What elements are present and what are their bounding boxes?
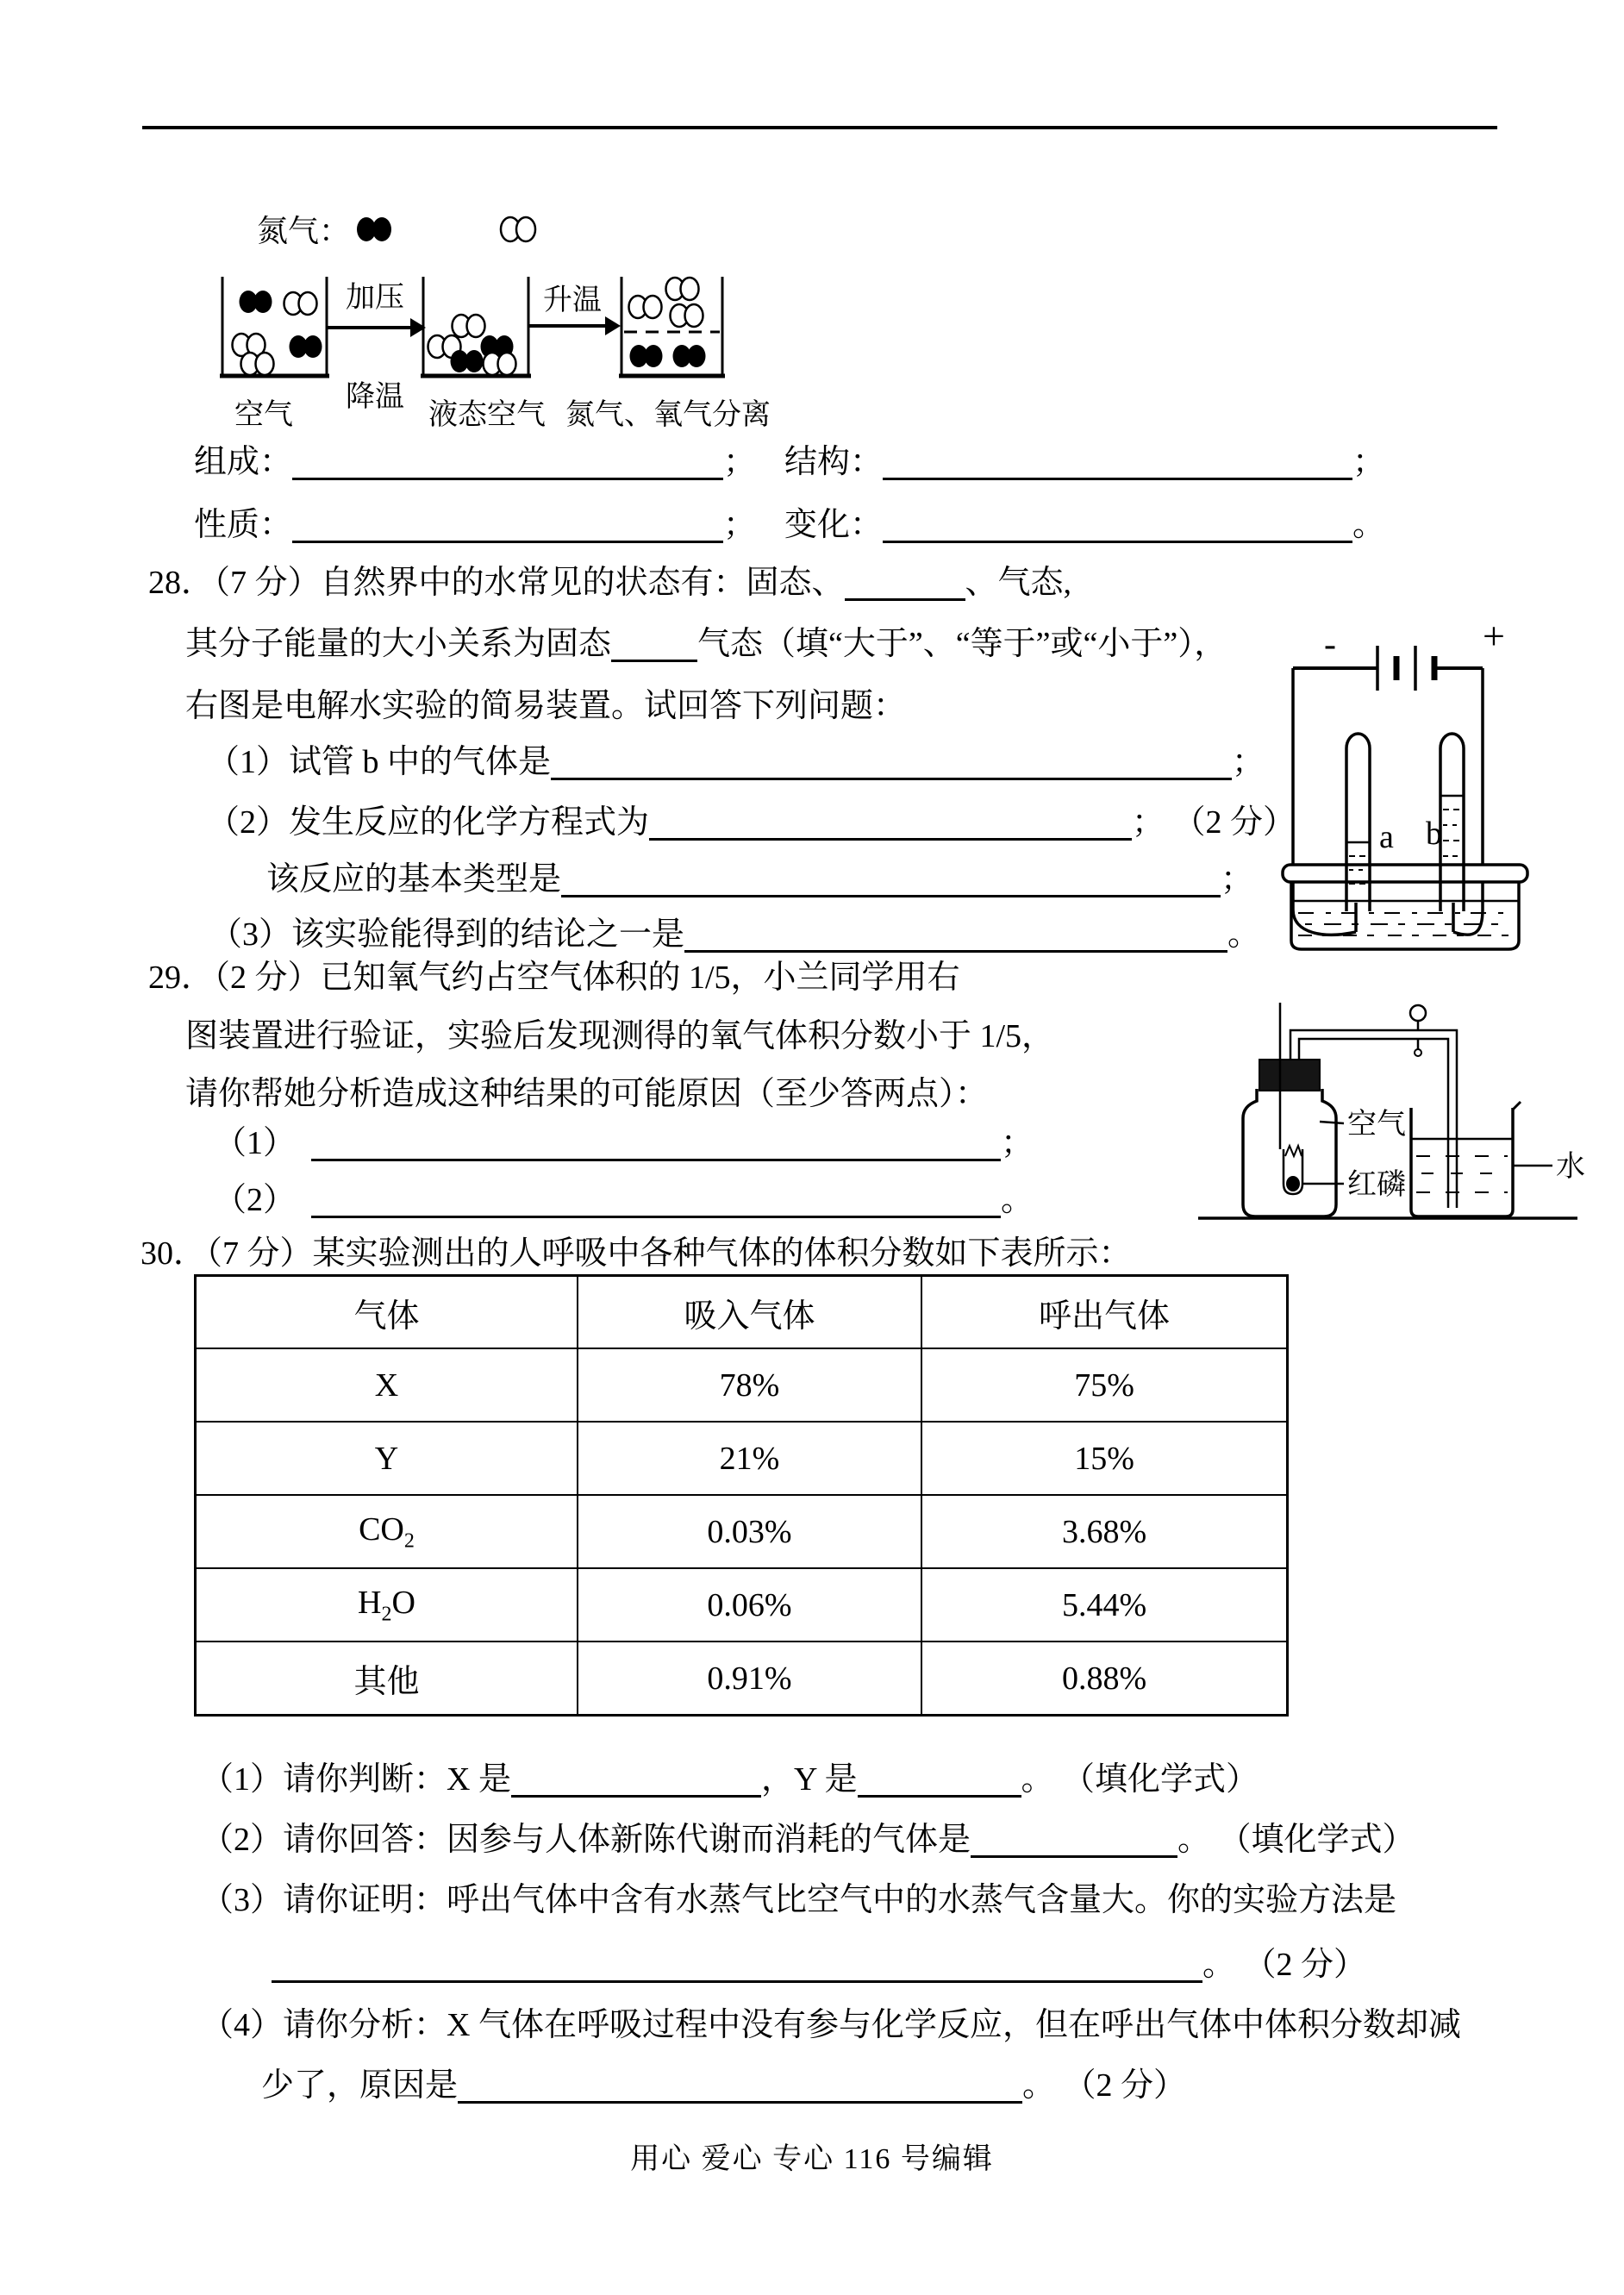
arrow-2-head [605, 316, 621, 335]
q30-sub4-tail: 。 （2 分） [1022, 2067, 1187, 2104]
inhale-value: 21% [578, 1422, 921, 1495]
exhale-value: 15% [921, 1422, 1287, 1495]
q29-line1-text: 29．（2 分）已知氧气约占空气体积的 1/5，小兰同学用右 [148, 960, 960, 996]
q29-line3-text: 请你帮她分析造成这种结果的可能原因（至少答两点）： [185, 1076, 989, 1112]
blank-line [684, 916, 1227, 953]
label-property: 性质： [194, 507, 293, 543]
blank-line [611, 625, 697, 662]
q30-sub1-tail: 。 （填化学式） [1021, 1761, 1259, 1798]
footer-text: 用心 爱心 专心 116 号编辑 [630, 2143, 994, 2175]
q30-sub2 [201, 1819, 1415, 1861]
q30-sub4-answer [261, 2065, 1186, 2107]
exhale-value: 0.88% [921, 1642, 1287, 1716]
q30-sub3-text: （3）请你证明：呼出气体中含有水蒸气比空气中的水蒸气含量大。你的实验方法是 [201, 1882, 1397, 1918]
blank-line [971, 1821, 1177, 1858]
test-tube-b [1440, 734, 1464, 911]
blank-line [511, 1760, 761, 1798]
blank-line [883, 506, 1352, 543]
label-change: 变化： [784, 507, 884, 543]
punct: 。 [1352, 507, 1386, 543]
tube-a-label: a [1379, 819, 1394, 855]
punct: ； [1232, 744, 1265, 780]
formula-sub: 2 [381, 1603, 392, 1626]
beaker-separated-molecules [629, 278, 706, 367]
gas-name [196, 1495, 578, 1568]
q30-sub1-text: （1）请你判断：X 是 [201, 1761, 511, 1798]
gas-table [194, 1274, 1289, 1717]
battery-minus-label: - [1324, 625, 1336, 665]
q28-part2 [207, 802, 1296, 844]
exhale-value: 3.68% [921, 1495, 1287, 1568]
stopper [1259, 1060, 1320, 1091]
tube-b-label: b [1426, 816, 1442, 852]
punct: ； [1352, 444, 1386, 480]
label-heat: 升温 [543, 285, 602, 316]
inhale-value: 78% [578, 1348, 921, 1422]
blank-line [551, 743, 1232, 780]
blank-line [883, 443, 1352, 480]
caption-liquid-air: 液态空气 [428, 399, 546, 431]
table-row [196, 1568, 1288, 1642]
inhale-value: 0.91% [578, 1642, 921, 1716]
air-separation-diagram [207, 197, 810, 438]
blank-line [649, 804, 1132, 841]
test-tube-a [1346, 734, 1370, 911]
label-pressurize: 加压 [346, 282, 404, 314]
air-label: 空气 [1347, 1109, 1406, 1141]
q28-part2-score: ； （2 分） [1132, 804, 1296, 841]
q28-part3-text: （3）该实验能得到的结论之一是 [209, 916, 685, 953]
gas-name: 其他 [196, 1642, 578, 1716]
formula-base: CO [359, 1510, 404, 1548]
q30-sub1 [201, 1759, 1259, 1801]
gas-name [196, 1568, 578, 1642]
beaker-air-molecules [233, 291, 322, 375]
q30-sub3-answer [272, 1944, 1366, 1986]
summary-line-composition [194, 441, 756, 484]
q30-sub4 [201, 2004, 1461, 2047]
beaker-liquid-air-molecules [428, 315, 516, 375]
punct: 。 [1001, 1182, 1034, 1218]
electrode-wires [1293, 668, 1483, 935]
table-row [196, 1495, 1288, 1568]
q28-part2b [266, 859, 1253, 901]
blank-line [311, 1181, 1001, 1218]
q28-line2-text: 其分子能量的大小关系为固态 [185, 626, 612, 662]
q30-sub3 [201, 1879, 1396, 1922]
blank-line [458, 2067, 1022, 2104]
blank-line [272, 1946, 1202, 1983]
q28-line3 [185, 685, 906, 728]
q28-line2-tail: 气态（填“大于”、“等于”或“小于”）， [697, 626, 1227, 662]
punct: ； [1221, 861, 1254, 897]
q28-part1 [207, 741, 1265, 784]
q30-intro-text: 30．（7 分）某实验测出的人呼吸中各种气体的体积分数如下表所示： [141, 1235, 1132, 1272]
blank-line [311, 1124, 1001, 1161]
q28-line1 [148, 562, 1071, 604]
blank-line [845, 564, 965, 601]
header-rule [142, 126, 1497, 129]
table-header-row [196, 1276, 1288, 1349]
q29-line2 [185, 1016, 1054, 1058]
q28-part1-text: （1）试管 b 中的气体是 [207, 744, 552, 780]
q30-sub1-mid: ，Y 是 [760, 1761, 858, 1798]
q29-blank1-label: （1） [214, 1125, 297, 1161]
q30-sub4-pre: 少了，原因是 [261, 2067, 459, 2104]
label-structure: 结构： [784, 444, 884, 480]
air-leader-line [1320, 1122, 1344, 1123]
col-gas: 气体 [196, 1276, 578, 1349]
q28-line1-text: 28．（7 分）自然界中的水常见的状态有：固态、 [148, 565, 845, 601]
summary-line-property [194, 504, 756, 547]
q30-sub3-tail: 。 （2 分） [1202, 1947, 1367, 1983]
punct: ； [723, 444, 757, 480]
col-inhale: 吸入气体 [578, 1276, 921, 1349]
gas-name: Y [196, 1422, 578, 1495]
table-row [196, 1422, 1288, 1495]
q29-line1 [148, 957, 960, 999]
caption-air: 空气 [234, 399, 293, 431]
q30-sub4-text: （4）请你分析：X 气体在呼吸过程中没有参与化学反应，但在呼出气体中体积分数却减 [201, 2007, 1461, 2043]
q28-line3-text: 右图是电解水实验的简易装置。试回答下列问题： [185, 688, 907, 724]
battery-plus-label: + [1483, 614, 1505, 658]
q30-sub2-text: （2）请你回答：因参与人体新陈代谢而消耗的气体是 [201, 1822, 971, 1858]
blank-line [292, 506, 723, 543]
nitrogen-molecule-icon [357, 217, 391, 241]
q28-line1-tail: 、气态, [965, 565, 1072, 601]
summary-line-structure [784, 441, 1385, 484]
table-row [196, 1348, 1288, 1422]
beaker-air [220, 277, 329, 376]
phosphorus-label: 红磷 [1347, 1169, 1406, 1201]
formula-sub: 2 [403, 1529, 415, 1553]
water-label: 水 [1556, 1151, 1585, 1183]
q28-part2-text: （2）发生反应的化学方程式为 [207, 804, 650, 841]
oxygen-molecule-icon [501, 217, 535, 241]
punct: ； [723, 507, 757, 543]
electrolysis-apparatus [1267, 608, 1560, 961]
q28-line2 [185, 623, 1227, 666]
page-footer [0, 2135, 1624, 2177]
table-row [196, 1642, 1288, 1716]
q30-intro [141, 1233, 1132, 1275]
formula-end: O [391, 1584, 415, 1621]
col-exhale: 呼出气体 [921, 1276, 1287, 1349]
exhale-value: 75% [921, 1348, 1287, 1422]
q30-sub2-tail: 。 （填化学式） [1177, 1822, 1415, 1858]
q28-part3 [209, 914, 1260, 956]
label-composition: 组成： [194, 444, 293, 480]
water-trough [1283, 865, 1527, 949]
q29-blank1 [214, 1122, 1034, 1165]
blank-line [292, 443, 723, 480]
water-beaker [1411, 1102, 1521, 1216]
exhale-value: 5.44% [921, 1568, 1287, 1642]
inhale-value: 0.03% [578, 1495, 921, 1568]
battery-icon [1293, 646, 1483, 691]
gas-name: X [196, 1348, 578, 1422]
label-cool: 降温 [346, 381, 404, 413]
q29-blank2-label: （2） [214, 1182, 297, 1218]
punct: 。 [1227, 916, 1261, 953]
phosphorus-apparatus [1194, 987, 1616, 1237]
caption-separated: 氮气、氧气分离 [565, 399, 771, 431]
q29-line2-text: 图装置进行验证，实验后发现测得的氧气体积分数小于 1/5， [185, 1018, 1055, 1054]
q29-line3 [185, 1073, 988, 1116]
summary-line-change [784, 504, 1385, 547]
q29-blank2 [214, 1179, 1034, 1222]
blank-line [858, 1760, 1021, 1798]
punct: ； [1001, 1125, 1034, 1161]
inhale-value: 0.06% [578, 1568, 921, 1642]
blank-line [561, 860, 1221, 897]
q28-part2b-text: 该反应的基本类型是 [266, 861, 562, 897]
formula-base: H [358, 1584, 382, 1621]
nitrogen-legend-label: 氮气： [257, 214, 351, 248]
